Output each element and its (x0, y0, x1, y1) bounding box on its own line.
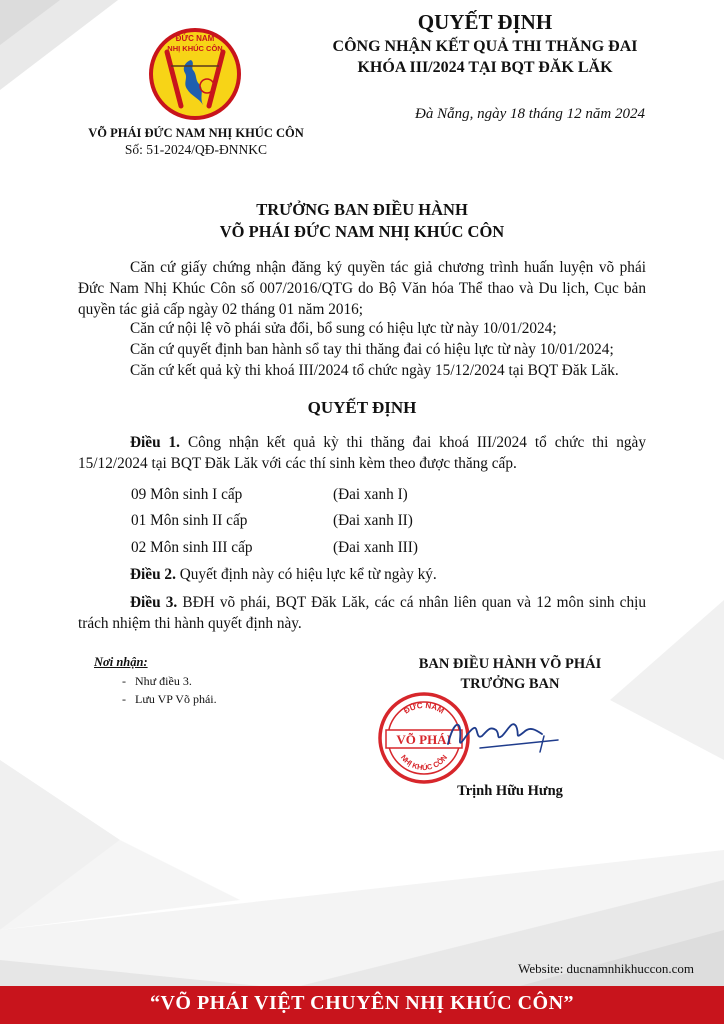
promotion-1-belt: (Đai xanh I) (333, 486, 408, 503)
ground-4: Căn cứ kết quả kỳ thi khoá III/2024 tổ chức ngày 15/12/2024 tại BQT Đăk Lăk. (130, 362, 619, 379)
promotion-1-count: 09 Môn sinh I cấp (131, 486, 243, 503)
svg-text:ĐỨC NAM: ĐỨC NAM (402, 700, 446, 716)
promotion-2-count: 01 Môn sinh II cấp (131, 512, 248, 529)
recipient-text-1: Như điều 3. (135, 674, 192, 688)
article-2 (130, 566, 437, 584)
promotion-3-belt: (Đai xanh III) (333, 539, 418, 556)
article-3-text: BĐH võ phái, BQT Đăk Lăk, các cá nhân liên quan và 12 môn sinh chịu trách nhiệm thi hành quyết định này. (78, 594, 646, 632)
ground-3: Căn cứ quyết định ban hành sổ tay thi thăng đai có hiệu lực từ này 10/01/2024; (130, 341, 614, 358)
article-1-text: Công nhận kết quả kỳ thi thăng đai khoá III/2024 tổ chức thi ngày 15/12/2024 tại BQT Đăk Lăk với các thí sinh kèm theo được thăng cấp. (78, 434, 646, 472)
authority-line-2: VÕ PHÁI ĐỨC NAM NHỊ KHÚC CÔN (219, 222, 505, 241)
svg-text:NHỊ KHÚC CÔN: NHỊ KHÚC CÔN (398, 753, 450, 773)
footer-slogan: “VÕ PHÁI VIỆT CHUYÊN NHỊ KHÚC CÔN” (149, 992, 575, 1014)
promotion-2-belt: (Đai xanh II) (333, 512, 413, 529)
decision-title: QUYẾT ĐỊNH (417, 10, 553, 34)
website-text: Website: ducnamnhikhuccon.com (518, 961, 694, 976)
article-1-label: Điều 1. (130, 434, 180, 451)
place-date: Đà Nẵng, ngày 18 tháng 12 năm 2024 (415, 106, 645, 122)
ground-2: Căn cứ nội lệ võ phái sửa đổi, bổ sung có hiệu lực từ này 10/01/2024; (130, 320, 557, 337)
logo-sub-text: NHỊ KHÚC CÔN (167, 44, 223, 53)
signer-name: Trịnh Hữu Hưng (457, 783, 563, 799)
authority-line-1: TRƯỞNG BAN ĐIỀU HÀNH (256, 200, 468, 219)
ground-1-text: Căn cứ giấy chứng nhận đăng ký quyền tác giả chương trình huấn luyện võ phái Đức Nam Nhị Khúc Côn số 007/2016/QTG do Bộ Văn hóa Thể thao và Du lịch, Cục bản quyền tác giả cấp ngày 02 tháng 01 năm 2016; (78, 259, 646, 318)
recipient-item-1 (122, 674, 192, 689)
recipient-text-2: Lưu VP Võ phái. (135, 692, 217, 706)
article-2-label: Điều 2. (130, 566, 176, 583)
recipient-bullet-2: - (122, 692, 135, 706)
decision-subtitle-1: CÔNG NHẬN KẾT QUẢ THI THĂNG ĐAI (332, 38, 638, 55)
logo-top-text: ĐỨC NAM (175, 34, 215, 43)
article-3-label: Điều 3. (130, 594, 178, 611)
recipient-bullet-1: - (122, 674, 135, 688)
org-name: VÕ PHÁI ĐỨC NAM NHỊ KHÚC CÔN (88, 126, 304, 140)
article-1 (78, 432, 646, 474)
handwritten-signature (440, 700, 560, 760)
svg-text:VÕ PHÁI: VÕ PHÁI (396, 732, 452, 747)
article-2-text: Quyết định này có hiệu lực kể từ ngày ký. (179, 566, 437, 583)
signature-board: BAN ĐIỀU HÀNH VÕ PHÁI (418, 656, 602, 672)
decision-subtitle-2: KHÓA III/2024 TẠI BQT ĐĂK LĂK (357, 59, 613, 76)
article-3 (78, 592, 646, 634)
recipient-item-2 (122, 692, 217, 707)
signature-role: TRƯỞNG BAN (460, 676, 560, 692)
doc-number: Số: 51-2024/QĐ-ĐNNKC (124, 142, 268, 157)
decision-heading: QUYẾT ĐỊNH (307, 398, 417, 417)
promotion-3-count: 02 Môn sinh III cấp (131, 539, 253, 556)
ground-1 (78, 257, 646, 320)
recipients-label: Nơi nhận: (94, 655, 148, 669)
